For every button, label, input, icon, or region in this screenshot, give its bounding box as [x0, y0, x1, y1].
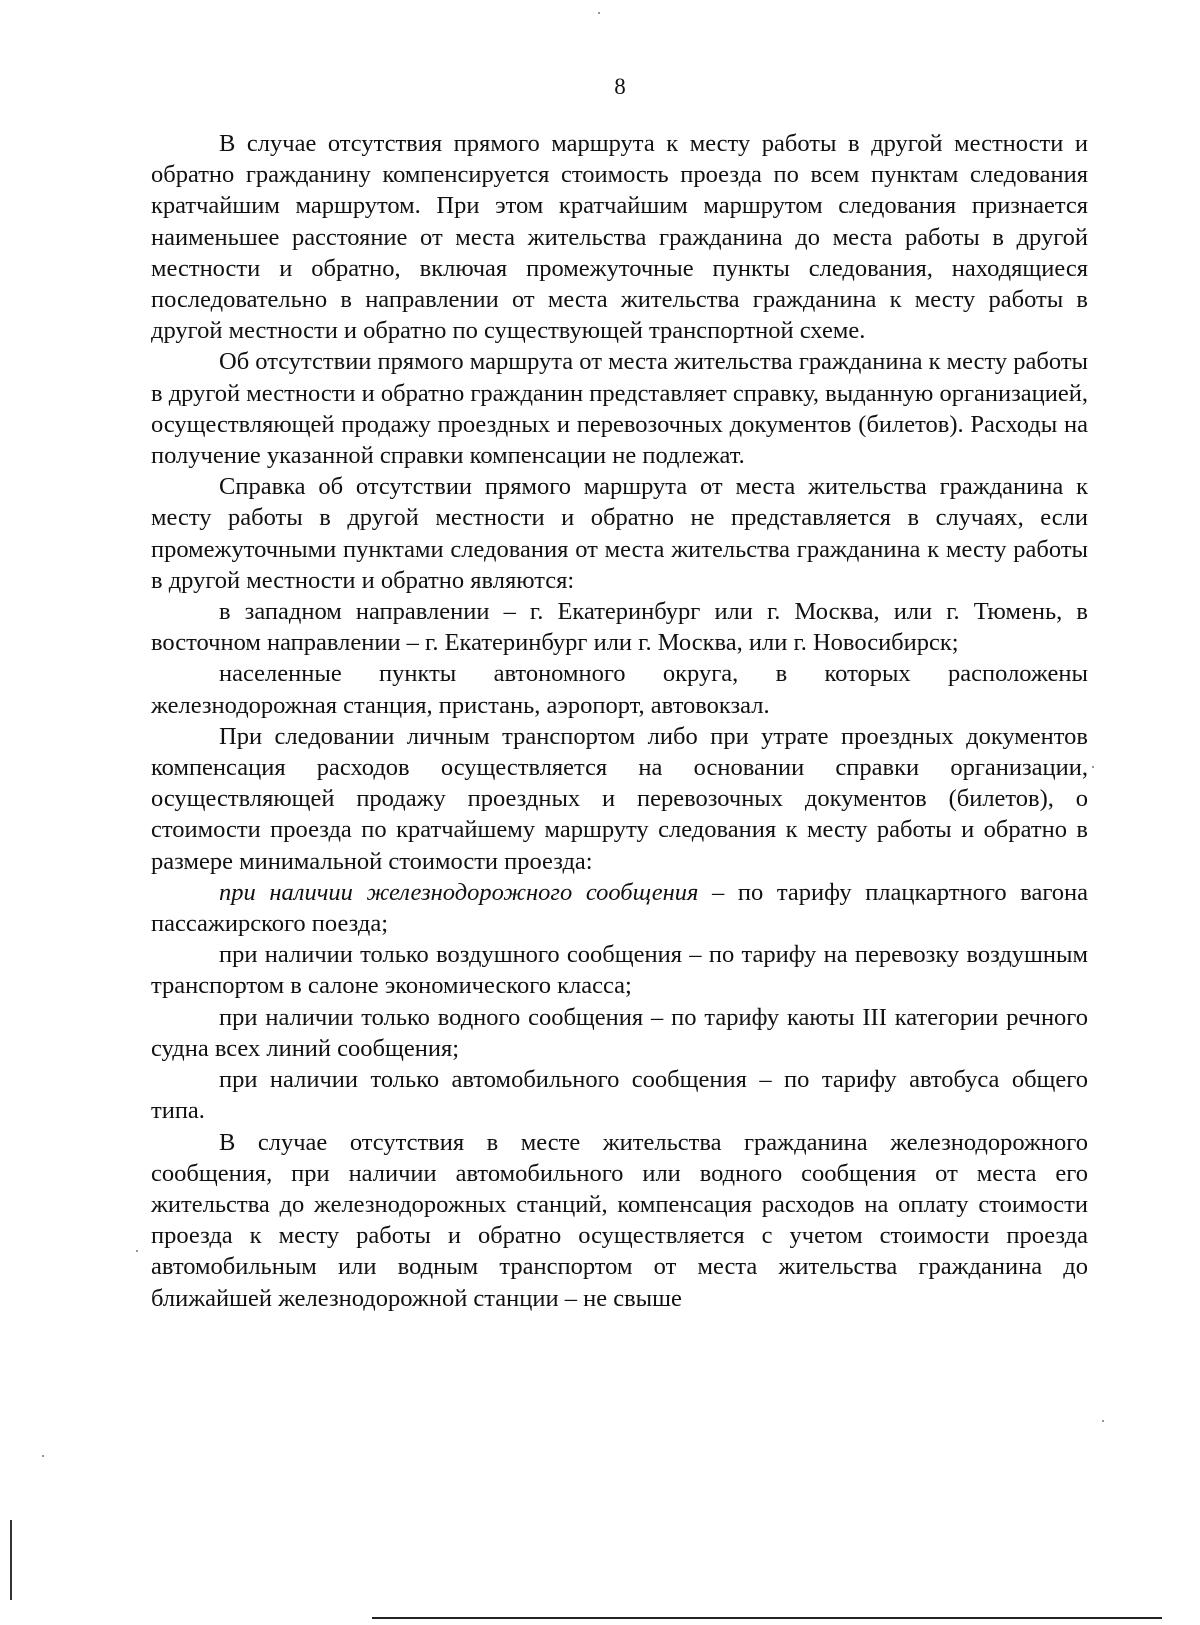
page-number: 8	[614, 74, 626, 99]
paragraph-direct-route: В случае отсутствия прямого маршрута к месту работы в другой местности и обратно гражданину компенсируется стоимость проезда по всем пунктам следования кратчайшим маршрутом. При этом кратчайшим маршрутом следования признается наименьшее расстояние от места жительства гражданина до места работы в другой местности и обратно, включая промежуточные пункты следования, находящиеся последовательно в направлении от места жительства гражданина к месту работы в другой местности и обратно по существующей транспортной схеме.	[151, 130, 1088, 345]
paragraph-certificate: Об отсутствии прямого маршрута от места жительства гражданина к месту работы в другой местности и обратно гражданин представляет справку, выданную организацией, осуществляющей продажу проездных и перевозочных документов (билетов). Расходы на получение указанной справки компенсации не подлежат.	[151, 348, 1088, 470]
scan-speck	[598, 12, 600, 14]
scan-speck	[136, 1250, 138, 1252]
list-item-road: при наличии только автомобильного сообщения – по тарифу автобуса общего типа.	[151, 1066, 1088, 1125]
scan-speck	[42, 1455, 44, 1457]
bottom-scan-edge	[372, 1617, 1162, 1619]
list-item-water: при наличии только водного сообщения – по тарифу каюты III категории речного судна всех линий сообщения;	[151, 1003, 1088, 1062]
paragraph-personal-transport: При следовании личным транспортом либо при утрате проездных документов компенсация расходов осуществляется на основании справки организации, осуществляющей продажу проездных и перевозочных документов (билетов), о стоимости проезда по кратчайшему маршруту следования к месту работы и обратно в размере минимальной стоимости проезда:	[151, 722, 1088, 875]
scan-edge-mark	[10, 1520, 12, 1600]
rail-item-lead: при наличии железнодорожного сообщения	[219, 878, 699, 906]
paragraph-certificate-exemption: Справка об отсутствии прямого маршрута от места жительства гражданина к месту работы в другой местности и обратно не представляется в случаях, если промежуточными пунктами следования от места жительства гражданина к месту работы в другой местности и обратно являются:	[151, 473, 1088, 594]
list-item-rail	[151, 877, 1088, 939]
scan-speck	[1092, 766, 1094, 768]
document-body	[151, 128, 1088, 1314]
rail-item-rest: – по тарифу плацкартного вагона пассажирского поезда;	[151, 878, 1089, 938]
list-item-directions: в западном направлении – г. Екатеринбург или г. Москва, или г. Тюмень, в восточном направлении – г. Екатеринбург или г. Москва, или г. Новосибирск;	[151, 598, 1088, 657]
paragraph-no-rail: В случае отсутствия в месте жительства гражданина железнодорожного сообщения, при наличии автомобильного или водного сообщения от места его жительства до железнодорожных станций, компенсация расходов на оплату стоимости проезда к месту работы и обратно осуществляется с учетом стоимости проезда автомобильным или водным транспортом от места жительства гражданина до ближайшей железнодорожной станции – не свыше	[151, 1128, 1088, 1312]
scan-speck	[1102, 1420, 1104, 1422]
list-item-air: при наличии только воздушного сообщения – по тарифу на перевозку воздушным транспортом в салоне экономического класса;	[151, 941, 1088, 1000]
list-item-settlements: населенные пункты автономного округа, в которых расположены железнодорожная станция, пристань, аэропорт, автовокзал.	[151, 660, 1088, 719]
